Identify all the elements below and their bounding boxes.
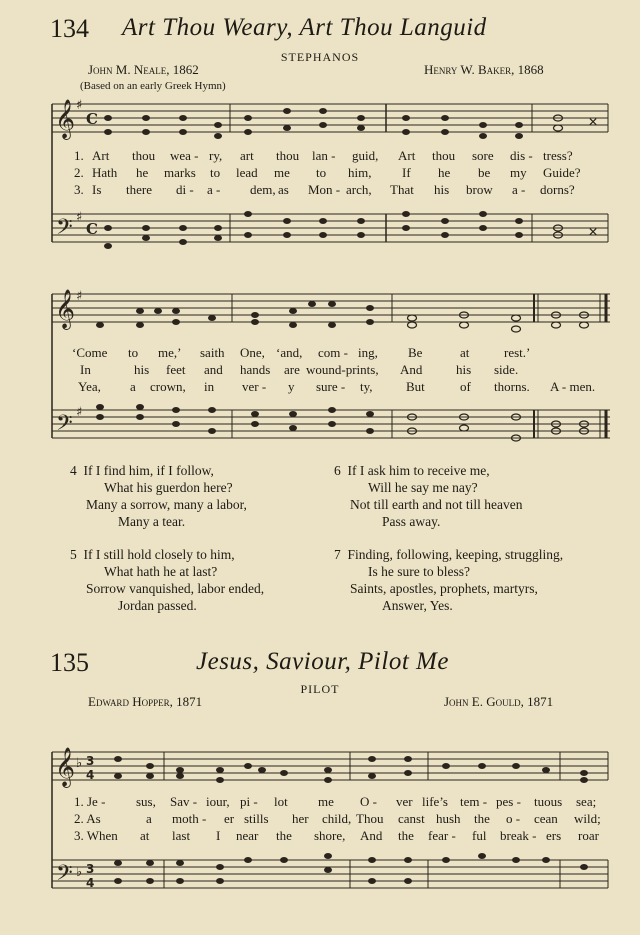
lyric-syllable: 2. — [74, 165, 84, 180]
lyric-syllable: feet — [166, 362, 186, 377]
lyrics-verse-3 — [0, 182, 640, 198]
lyric-syllable: me — [274, 165, 290, 180]
lyric-syllable: as — [278, 182, 289, 197]
time-sig-icon: 4 — [86, 768, 95, 782]
lyrics-verse-2 — [0, 165, 640, 181]
lyric-syllable: fear - — [428, 828, 456, 843]
staff-system-3-treble — [52, 752, 608, 780]
bass-clef-icon: 𝄢 — [56, 215, 73, 245]
lyric-syllable: thou — [276, 148, 300, 163]
lyric-syllable: ry, — [209, 148, 223, 163]
lyric-syllable: And — [360, 828, 383, 843]
bass-clef-icon: 𝄢 — [56, 411, 73, 441]
stanza-line: Finding, following, keeping, struggling, — [347, 547, 564, 562]
lyric-syllable: wea - — [170, 148, 199, 163]
stanza-line: Will he say me nay? — [368, 480, 478, 495]
lyric-syllable: thou — [432, 148, 456, 163]
lyric-syllable: I — [216, 828, 221, 843]
lyric-syllable: lan - — [312, 148, 336, 163]
treble-clef-icon: 𝄞 — [55, 289, 76, 329]
lyric-syllable: O - — [360, 794, 377, 809]
lyric-syllable: y — [288, 379, 295, 394]
lyric-syllable: tuous — [534, 794, 563, 809]
lyric-syllable: Art — [92, 148, 110, 163]
lyric-syllable: sea; — [576, 794, 597, 809]
lyric-syllable: 1. — [74, 148, 84, 163]
lyrics-verse-3 — [0, 828, 640, 844]
time-sig-icon: 4 — [86, 876, 95, 890]
lyric-syllable: lot — [274, 794, 288, 809]
stanza-number: 4 — [70, 463, 77, 478]
music-credit: Henry W. Baker, 1868 — [424, 62, 544, 77]
lyric-syllable: near — [236, 828, 259, 843]
lyric-syllable: sore — [472, 148, 494, 163]
stanza-number: 6 — [334, 463, 341, 478]
lyric-syllable: ver - — [242, 379, 267, 394]
lyric-syllable: his — [134, 362, 150, 377]
lyric-syllable: his — [456, 362, 472, 377]
lyric-syllable: ers — [546, 828, 562, 843]
music-credit: John E. Gould, 1871 — [444, 694, 554, 709]
words-source-note: (Based on an early Greek Hymn) — [80, 80, 226, 92]
lyric-syllable: rest.’ — [504, 345, 531, 360]
lyrics-refrain-verse-2 — [0, 362, 640, 378]
stanza-line: If I still hold closely to him, — [83, 547, 235, 562]
common-time-icon: C — [86, 110, 98, 128]
stanza-line: If I ask him to receive me, — [347, 463, 490, 478]
lyric-syllable: a - — [512, 182, 526, 197]
lyric-syllable: ing, — [358, 345, 378, 360]
lyric-syllable: he — [438, 165, 451, 180]
lyric-syllable: there — [126, 182, 152, 197]
lyric-syllable: 2. As — [74, 811, 101, 826]
stanza-line: Many a tear. — [118, 514, 186, 529]
flat-icon: ♭ — [76, 756, 83, 771]
lyric-syllable: his — [434, 182, 450, 197]
lyric-syllable: Yea, — [78, 379, 101, 394]
staff-system-3-bass — [52, 860, 608, 888]
lyric-syllable: stills — [244, 811, 269, 826]
time-sig-icon: 3 — [86, 862, 95, 876]
lyric-syllable: o - — [506, 811, 521, 826]
lyric-syllable: 3. When — [74, 828, 118, 843]
lyrics-verse-2 — [0, 811, 640, 827]
lyric-syllable: roar — [578, 828, 599, 843]
stanza-6 — [334, 462, 614, 530]
lyric-syllable: Guide? — [543, 165, 581, 180]
words-credit: Edward Hopper, 1871 — [88, 694, 203, 709]
lyric-syllable: child, — [322, 811, 352, 826]
lyric-syllable: the — [398, 828, 414, 843]
lyric-syllable: my — [510, 165, 527, 180]
lyric-syllable: cean — [534, 811, 558, 826]
lyric-syllable: Is — [92, 182, 102, 197]
lyrics-refrain-verse-3 — [0, 379, 640, 395]
lyric-syllable: wound-prints, — [306, 362, 379, 377]
treble-clef-icon: 𝄞 — [55, 99, 76, 139]
lyric-syllable: hush — [436, 811, 461, 826]
words-credit: John M. Neale, 1862 — [88, 62, 199, 77]
lyric-syllable: arch, — [346, 182, 372, 197]
lyric-syllable: But — [406, 379, 425, 394]
lyric-syllable: ver — [396, 794, 413, 809]
lyric-syllable: di - — [176, 182, 194, 197]
lyric-syllable: dorns? — [540, 182, 575, 197]
lyric-syllable: Sav - — [170, 794, 198, 809]
lyric-syllable: me,’ — [158, 345, 182, 360]
lyric-syllable: com - — [318, 345, 348, 360]
staff-system-1-bass — [52, 214, 608, 242]
lyric-syllable: to — [128, 345, 139, 360]
lyric-syllable: marks — [164, 165, 196, 180]
lyric-syllable: guid, — [352, 148, 379, 163]
lyric-syllable: pi - — [240, 794, 258, 809]
stanza-line: Not till earth and not till heaven — [350, 497, 523, 512]
lyric-syllable: be — [478, 165, 491, 180]
stanza-line: Answer, Yes. — [382, 598, 453, 613]
lyric-syllable: lead — [236, 165, 258, 180]
lyric-syllable: Be — [408, 345, 423, 360]
sharp-icon: ♯ — [76, 98, 83, 113]
lyric-syllable: ‘Come — [72, 345, 108, 360]
stanza-number: 7 — [334, 547, 341, 562]
flat-icon: ♭ — [76, 865, 83, 880]
stanza-line: What his guerdon here? — [104, 480, 233, 495]
lyric-syllable: 1. Je - — [74, 794, 106, 809]
stanza-5 — [70, 546, 330, 614]
lyric-syllable: the — [276, 828, 292, 843]
lyric-syllable: break - — [500, 828, 537, 843]
lyric-syllable: in — [204, 379, 215, 394]
lyric-syllable: tem - — [460, 794, 488, 809]
lyric-syllable: A - men. — [550, 379, 596, 394]
lyric-syllable: Mon - — [308, 182, 341, 197]
lyric-syllable: art — [240, 148, 254, 163]
lyric-syllable: him, — [348, 165, 372, 180]
lyric-syllable: In — [80, 362, 91, 377]
lyric-syllable: ty, — [360, 379, 373, 394]
lyric-syllable: saith — [200, 345, 225, 360]
stanza-4 — [70, 462, 320, 530]
hymn-title: Art Thou Weary, Art Thou Languid — [122, 14, 487, 41]
lyric-syllable: wild; — [574, 811, 601, 826]
lyric-syllable: a - — [207, 182, 221, 197]
stanza-number: 5 — [70, 547, 77, 562]
lyric-syllable: a — [146, 811, 152, 826]
svg-text:✕: ✕ — [588, 225, 599, 239]
lyric-syllable: he — [136, 165, 149, 180]
svg-text:✕: ✕ — [588, 115, 599, 129]
time-sig-icon: 3 — [86, 754, 95, 768]
lyrics-verse-1 — [0, 148, 640, 164]
lyric-syllable: If — [402, 165, 411, 180]
lyric-syllable: dem, — [250, 182, 276, 197]
lyric-syllable: sus, — [136, 794, 156, 809]
treble-clef-icon: 𝄞 — [55, 747, 76, 787]
lyric-syllable: thou — [132, 148, 156, 163]
sharp-icon: ♯ — [76, 210, 83, 225]
sharp-icon: ♯ — [76, 289, 83, 304]
lyric-syllable: at — [140, 828, 150, 843]
lyric-syllable: moth - — [172, 811, 207, 826]
stanza-line: Is he sure to bless? — [368, 564, 470, 579]
lyric-syllable: crown, — [150, 379, 186, 394]
lyric-syllable: er — [224, 811, 235, 826]
lyric-syllable: Art — [398, 148, 416, 163]
stanza-line: Saints, apostles, prophets, martyrs, — [350, 581, 538, 596]
lyric-syllable: me — [318, 794, 334, 809]
lyric-syllable: are — [284, 362, 300, 377]
lyric-syllable: tress? — [543, 148, 573, 163]
bass-clef-icon: 𝄢 — [56, 861, 73, 891]
lyric-syllable: to — [316, 165, 327, 180]
hymn-number: 135 — [50, 648, 89, 677]
stanza-line: Sorrow vanquished, labor ended, — [86, 581, 265, 596]
lyric-syllable: ful — [472, 828, 487, 843]
lyric-syllable: sure - — [316, 379, 346, 394]
staff-system-2-treble — [52, 294, 610, 322]
lyric-syllable: iour, — [206, 794, 230, 809]
stanza-7 — [334, 546, 624, 614]
lyric-syllable: brow — [466, 182, 493, 197]
lyric-syllable: life’s — [422, 794, 448, 809]
sharp-icon: ♯ — [76, 405, 83, 420]
lyric-syllable: That — [390, 182, 414, 197]
lyric-syllable: canst — [398, 811, 425, 826]
tune-name: STEPHANOS — [280, 50, 360, 64]
lyric-syllable: side. — [494, 362, 519, 377]
hymn-number: 134 — [50, 14, 89, 43]
lyric-syllable: One, — [240, 345, 265, 360]
lyric-syllable: of — [460, 379, 471, 394]
lyric-syllable: dis - — [510, 148, 533, 163]
lyric-syllable: at — [460, 345, 470, 360]
lyric-syllable: thorns. — [494, 379, 530, 394]
hymn-title: Jesus, Saviour, Pilot Me — [196, 648, 449, 675]
lyric-syllable: last — [172, 828, 191, 843]
lyric-syllable: her — [292, 811, 309, 826]
lyric-syllable: hands — [240, 362, 271, 377]
staff-system-1-treble — [52, 104, 608, 132]
stanza-line: Pass away. — [382, 514, 441, 529]
lyric-syllable: Thou — [356, 811, 384, 826]
common-time-icon: C — [86, 220, 98, 238]
tune-name: PILOT — [300, 682, 340, 696]
lyric-syllable: 3. — [74, 182, 84, 197]
stanza-line: What hath he at last? — [104, 564, 218, 579]
lyric-syllable: pes - — [496, 794, 521, 809]
lyric-syllable: shore, — [314, 828, 346, 843]
lyrics-refrain-verse-1 — [0, 345, 640, 361]
lyric-syllable: the — [474, 811, 490, 826]
lyric-syllable: to — [210, 165, 221, 180]
lyric-syllable: And — [400, 362, 423, 377]
lyric-syllable: and — [204, 362, 223, 377]
stanza-line: Jordan passed. — [118, 598, 197, 613]
lyric-syllable: Hath — [92, 165, 118, 180]
lyric-syllable: a — [130, 379, 136, 394]
lyrics-verse-1 — [0, 794, 640, 810]
stanza-line: Many a sorrow, many a labor, — [86, 497, 247, 512]
stanza-line: If I find him, if I follow, — [83, 463, 214, 478]
lyric-syllable: ‘and, — [276, 345, 303, 360]
